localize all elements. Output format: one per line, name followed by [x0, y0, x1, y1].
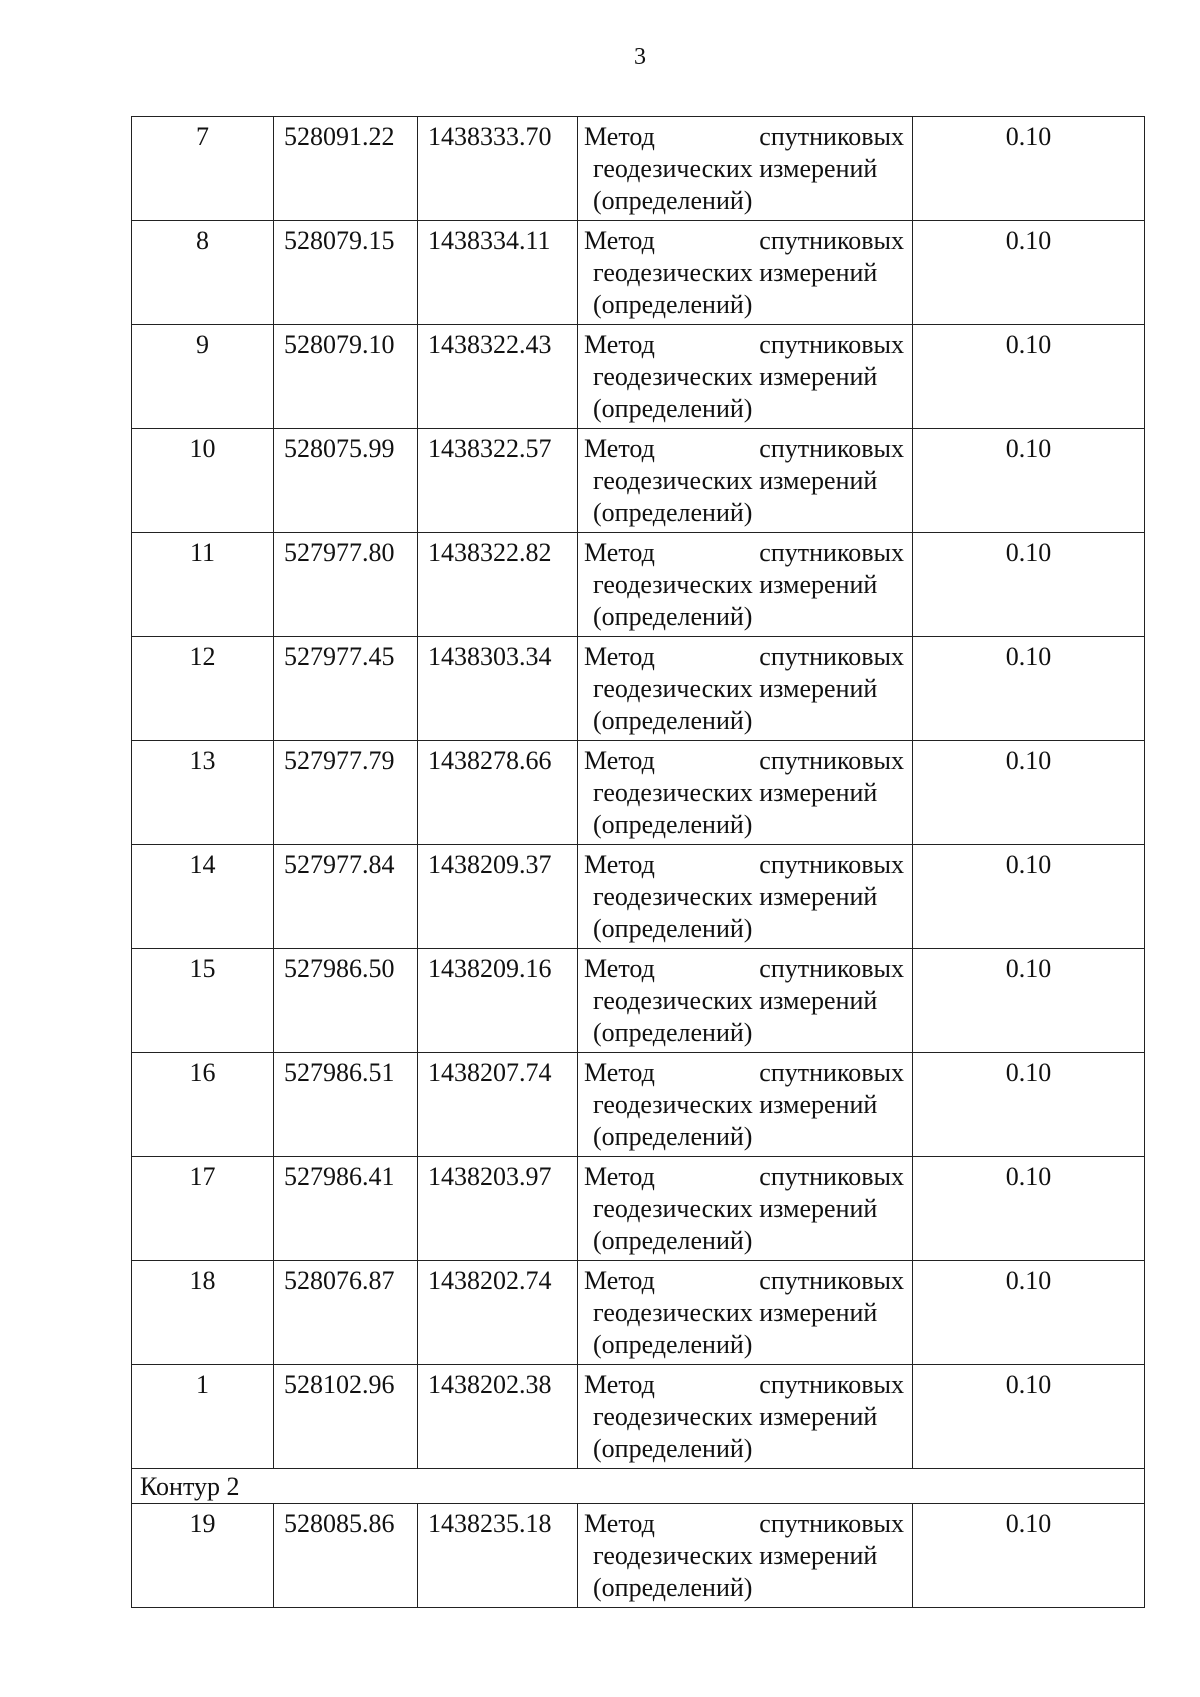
method-line-2: геодезических измерений: [593, 1194, 878, 1223]
method-line-3: (определений): [593, 706, 753, 735]
x-coordinate: 527977.84: [274, 845, 418, 949]
table-row: [132, 1157, 1145, 1261]
method-cell: [578, 429, 913, 533]
point-number: 15: [132, 949, 274, 1053]
point-number: 11: [132, 533, 274, 637]
method-word-satellite: спутниковых: [759, 1058, 904, 1087]
method-word-satellite: спутниковых: [759, 642, 904, 671]
method-word-satellite: спутниковых: [759, 1162, 904, 1191]
table-row: [132, 325, 1145, 429]
accuracy-value: 0.10: [913, 1053, 1145, 1157]
y-coordinate: 1438334.11: [418, 221, 578, 325]
x-coordinate: 528102.96: [274, 1365, 418, 1469]
method-word-satellite: спутниковых: [759, 954, 904, 983]
method-cell: [578, 741, 913, 845]
method-cell: [578, 845, 913, 949]
x-coordinate: 528085.86: [274, 1504, 418, 1608]
method-line-2: геодезических измерений: [593, 882, 878, 911]
method-line-3: (определений): [593, 602, 753, 631]
x-coordinate: 527977.79: [274, 741, 418, 845]
method-line-2: геодезических измерений: [593, 154, 878, 183]
y-coordinate: 1438209.16: [418, 949, 578, 1053]
table-row: [132, 533, 1145, 637]
table-row: [132, 1053, 1145, 1157]
y-coordinate: 1438322.82: [418, 533, 578, 637]
accuracy-value: 0.10: [913, 117, 1145, 221]
method-cell: [578, 221, 913, 325]
method-line-2: геодезических измерений: [593, 1090, 878, 1119]
method-cell: [578, 1157, 913, 1261]
method-cell: [578, 949, 913, 1053]
point-number: 19: [132, 1504, 274, 1608]
table-row: [132, 637, 1145, 741]
table-row: [132, 741, 1145, 845]
method-line-2: геодезических измерений: [593, 1298, 878, 1327]
x-coordinate: 528079.15: [274, 221, 418, 325]
method-line-2: геодезических измерений: [593, 570, 878, 599]
section-title: Контур 2: [132, 1469, 1145, 1504]
y-coordinate: 1438333.70: [418, 117, 578, 221]
y-coordinate: 1438202.74: [418, 1261, 578, 1365]
method-line-3: (определений): [593, 1330, 753, 1359]
method-word: Метод: [584, 330, 655, 359]
y-coordinate: 1438303.34: [418, 637, 578, 741]
method-line-2: геодезических измерений: [593, 986, 878, 1015]
y-coordinate: 1438207.74: [418, 1053, 578, 1157]
point-number: 8: [132, 221, 274, 325]
x-coordinate: 527986.41: [274, 1157, 418, 1261]
method-word-satellite: спутниковых: [759, 850, 904, 879]
page-number: 3: [634, 44, 646, 70]
table-row: [132, 429, 1145, 533]
accuracy-value: 0.10: [913, 1261, 1145, 1365]
section-row-contour-2: [132, 1469, 1145, 1504]
table-row: [132, 117, 1145, 221]
accuracy-value: 0.10: [913, 741, 1145, 845]
table-row: [132, 1261, 1145, 1365]
y-coordinate: 1438209.37: [418, 845, 578, 949]
method-word: Метод: [584, 850, 655, 879]
method-line-3: (определений): [593, 290, 753, 319]
table-row: [132, 221, 1145, 325]
accuracy-value: 0.10: [913, 221, 1145, 325]
point-number: 12: [132, 637, 274, 741]
point-number: 10: [132, 429, 274, 533]
accuracy-value: 0.10: [913, 1504, 1145, 1608]
method-line-2: геодезических измерений: [593, 1541, 878, 1570]
method-line-3: (определений): [593, 810, 753, 839]
table-row: [132, 1365, 1145, 1469]
table-row: [132, 845, 1145, 949]
method-word-satellite: спутниковых: [759, 1370, 904, 1399]
method-cell: [578, 117, 913, 221]
method-cell: [578, 325, 913, 429]
table-row: [132, 1504, 1145, 1608]
accuracy-value: 0.10: [913, 533, 1145, 637]
point-number: 17: [132, 1157, 274, 1261]
method-line-3: (определений): [593, 1018, 753, 1047]
y-coordinate: 1438322.43: [418, 325, 578, 429]
method-line-3: (определений): [593, 1226, 753, 1255]
method-line-3: (определений): [593, 186, 753, 215]
method-word-satellite: спутниковых: [759, 122, 904, 151]
method-word-satellite: спутниковых: [759, 538, 904, 567]
x-coordinate: 528076.87: [274, 1261, 418, 1365]
method-word: Метод: [584, 1370, 655, 1399]
y-coordinate: 1438235.18: [418, 1504, 578, 1608]
method-cell: [578, 637, 913, 741]
method-word-satellite: спутниковых: [759, 434, 904, 463]
method-word-satellite: спутниковых: [759, 226, 904, 255]
method-word-satellite: спутниковых: [759, 1509, 904, 1538]
method-line-3: (определений): [593, 1573, 753, 1602]
method-line-3: (определений): [593, 914, 753, 943]
x-coordinate: 528075.99: [274, 429, 418, 533]
method-cell: [578, 1504, 913, 1608]
point-number: 13: [132, 741, 274, 845]
accuracy-value: 0.10: [913, 1157, 1145, 1261]
table-row: [132, 949, 1145, 1053]
point-number: 7: [132, 117, 274, 221]
method-word: Метод: [584, 1058, 655, 1087]
method-word: Метод: [584, 1162, 655, 1191]
method-word: Метод: [584, 1509, 655, 1538]
x-coordinate: 528091.22: [274, 117, 418, 221]
accuracy-value: 0.10: [913, 637, 1145, 741]
method-word: Метод: [584, 1266, 655, 1295]
point-number: 14: [132, 845, 274, 949]
method-cell: [578, 1053, 913, 1157]
method-word-satellite: спутниковых: [759, 1266, 904, 1295]
method-word-satellite: спутниковых: [759, 330, 904, 359]
method-word: Метод: [584, 226, 655, 255]
point-number: 16: [132, 1053, 274, 1157]
method-line-2: геодезических измерений: [593, 1402, 878, 1431]
method-line-2: геодезических измерений: [593, 362, 878, 391]
method-line-2: геодезических измерений: [593, 258, 878, 287]
method-cell: [578, 1261, 913, 1365]
x-coordinate: 528079.10: [274, 325, 418, 429]
method-word-satellite: спутниковых: [759, 746, 904, 775]
point-number: 9: [132, 325, 274, 429]
x-coordinate: 527986.51: [274, 1053, 418, 1157]
method-cell: [578, 1365, 913, 1469]
method-line-2: геодезических измерений: [593, 466, 878, 495]
method-line-3: (определений): [593, 498, 753, 527]
accuracy-value: 0.10: [913, 949, 1145, 1053]
accuracy-value: 0.10: [913, 325, 1145, 429]
method-word: Метод: [584, 642, 655, 671]
method-word: Метод: [584, 434, 655, 463]
method-line-3: (определений): [593, 1434, 753, 1463]
y-coordinate: 1438322.57: [418, 429, 578, 533]
method-line-2: геодезических измерений: [593, 778, 878, 807]
x-coordinate: 527977.45: [274, 637, 418, 741]
accuracy-value: 0.10: [913, 429, 1145, 533]
method-word: Метод: [584, 538, 655, 567]
method-line-2: геодезических измерений: [593, 674, 878, 703]
y-coordinate: 1438278.66: [418, 741, 578, 845]
point-number: 18: [132, 1261, 274, 1365]
method-word: Метод: [584, 954, 655, 983]
method-word: Метод: [584, 746, 655, 775]
accuracy-value: 0.10: [913, 845, 1145, 949]
coordinates-table: [131, 116, 1145, 1608]
method-line-3: (определений): [593, 1122, 753, 1151]
accuracy-value: 0.10: [913, 1365, 1145, 1469]
method-line-3: (определений): [593, 394, 753, 423]
method-cell: [578, 533, 913, 637]
x-coordinate: 527986.50: [274, 949, 418, 1053]
point-number: 1: [132, 1365, 274, 1469]
y-coordinate: 1438202.38: [418, 1365, 578, 1469]
x-coordinate: 527977.80: [274, 533, 418, 637]
y-coordinate: 1438203.97: [418, 1157, 578, 1261]
method-word: Метод: [584, 122, 655, 151]
